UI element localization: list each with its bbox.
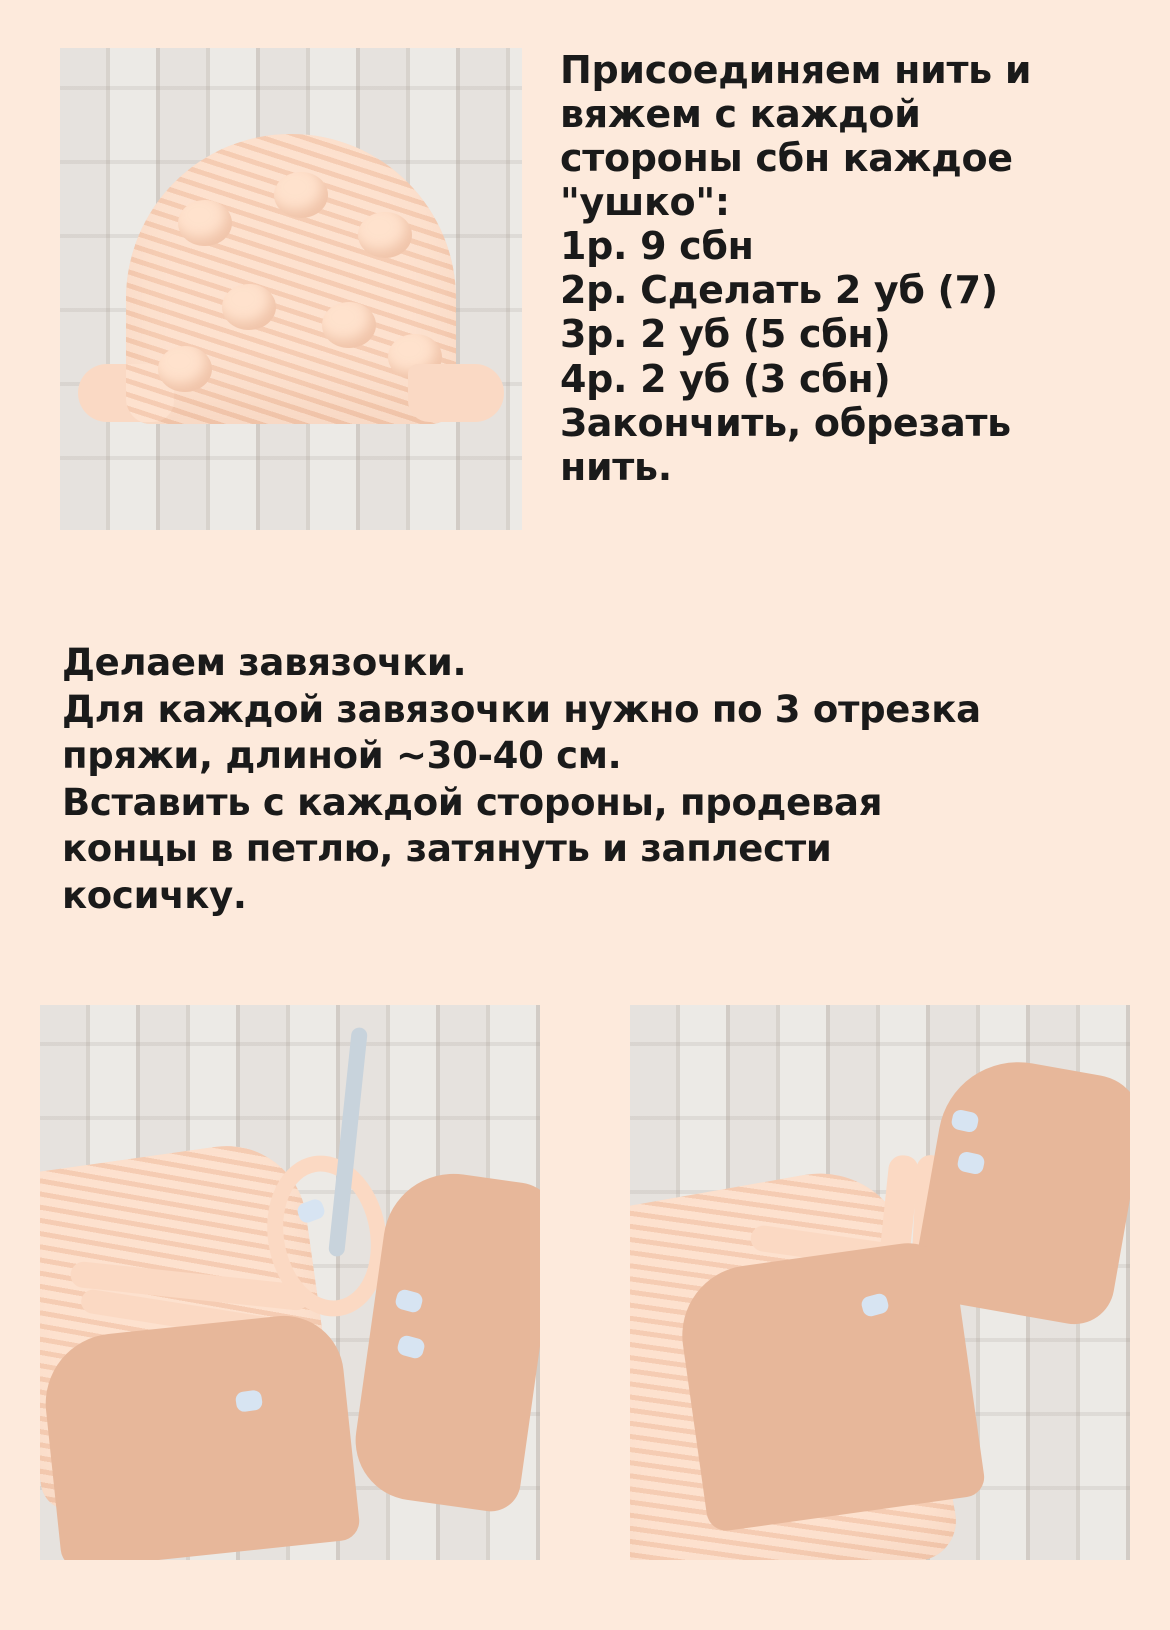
- bobble-dot: [358, 212, 412, 258]
- instruction-line: 4р. 2 уб (3 сбн): [560, 356, 891, 401]
- instructions-text: [560, 48, 1080, 489]
- instruction-line: Присоединяем нить и: [560, 48, 1032, 92]
- ties-line: концы в петлю, затянуть и заплести: [62, 827, 832, 871]
- instruction-line: нить.: [560, 444, 672, 489]
- left-hand: [40, 1310, 361, 1560]
- bobble-dot: [222, 284, 276, 330]
- finished-hat-photo: [60, 48, 522, 530]
- instruction-line: 2р. Сделать 2 уб (7): [560, 268, 998, 313]
- step-photo-hook-through-loop: [40, 1005, 540, 1560]
- ties-instructions-text: [62, 640, 1082, 920]
- instruction-line: 1р. 9 сбн: [560, 224, 754, 269]
- lower-hand: [673, 1237, 986, 1533]
- ties-line: косичку.: [62, 874, 247, 918]
- bobble-dot: [158, 346, 212, 392]
- bobble-dot: [388, 334, 442, 380]
- instruction-line: вяжем с каждой: [560, 92, 921, 137]
- bobble-dot: [178, 200, 232, 246]
- instruction-line: "ушко":: [560, 180, 730, 225]
- instruction-line: 3р. 2 уб (5 сбн): [560, 312, 891, 357]
- bobble-dot: [322, 302, 376, 348]
- ties-line: пряжи, длиной ~30-40 см.: [62, 734, 622, 778]
- step-photo-pulling-ties: [630, 1005, 1130, 1560]
- ties-line: Для каждой завязочки нужно по 3 отрезка: [62, 687, 981, 731]
- ties-line: Делаем завязочки.: [62, 641, 467, 684]
- ties-line: Вставить с каждой стороны, продевая: [62, 780, 883, 824]
- bobble-dot: [274, 172, 328, 218]
- instruction-line: Закончить, обрезать: [560, 400, 1011, 445]
- bottom-photo-row: [40, 1005, 1130, 1560]
- instruction-line: стороны сбн каждое: [560, 136, 1013, 181]
- top-section: [60, 48, 1110, 530]
